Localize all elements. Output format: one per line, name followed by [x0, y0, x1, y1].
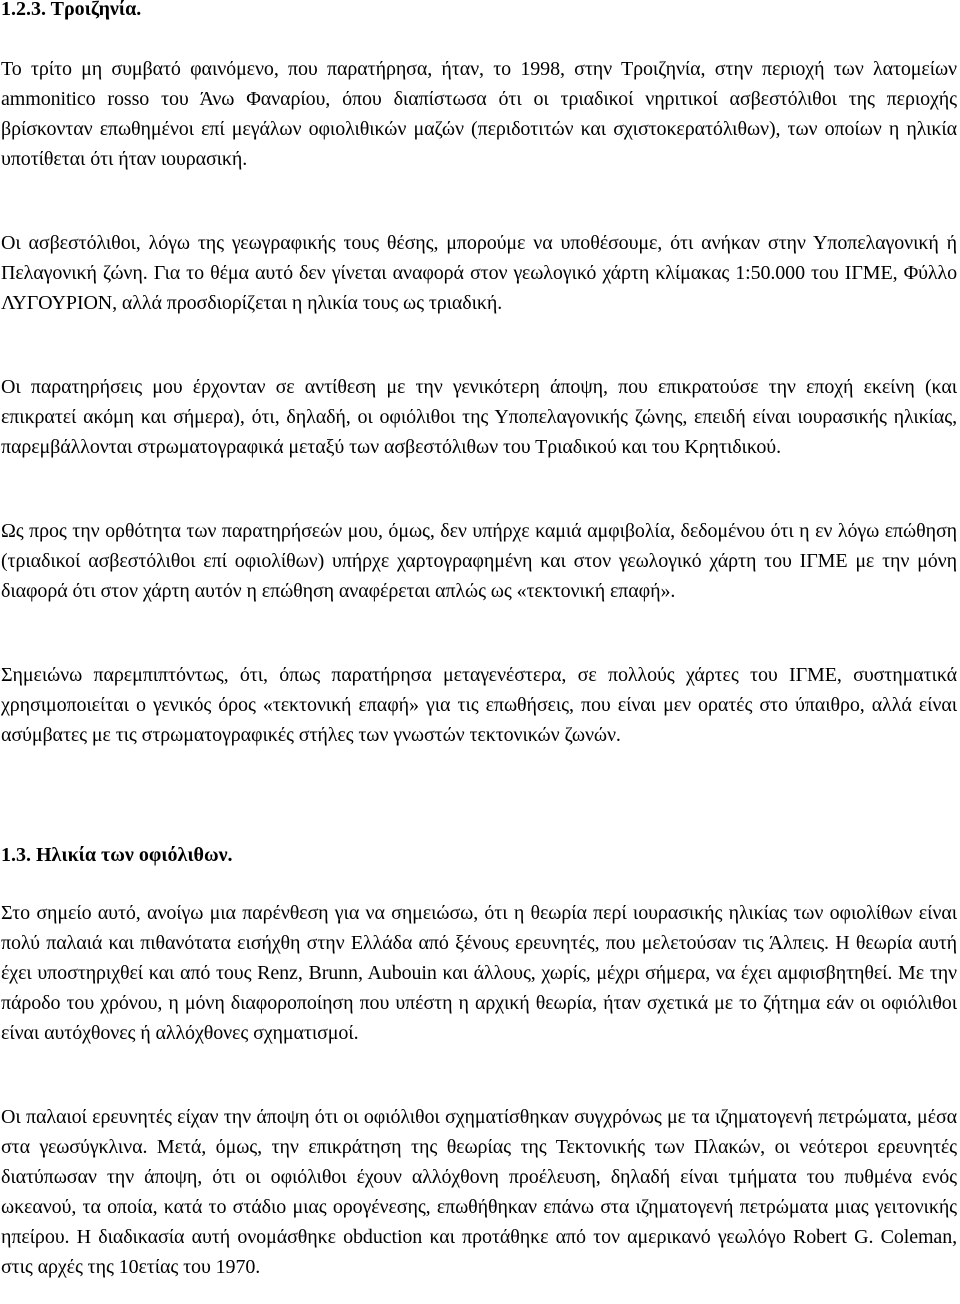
paragraph-correctness: Ως προς την ορθότητα των παρατηρήσεών μου, όμως, δεν υπήρχε καμιά αμφιβολία, δεδομένου ότι η εν λόγω επώθηση (τριαδικοί ασβεστόλιθοι επί οφιολίθων) υπήρχε χαρτογραφημένη και στον γεωλογικό χάρτη του ΙΓΜΕ με την μόνη διαφορά ότι στον χάρτη αυτόν η επώθηση αναφέρεται απλώς ως «τεκτονική επαφή».	[1, 520, 957, 602]
paragraph-jurassic-theory: Στο σημείο αυτό, ανοίγω μια παρένθεση για να σημειώσω, ότι η θεωρία περί ιουρασικής ηλικίας των οφιολίθων είναι πολύ παλαιά και πιθανότατα εισήχθη στην Ελλάδα από ξένους ερευνητές, που μελετούσαν τις Άλπεις. Η θεωρία αυτή έχει υποστηριχθεί και από τους Renz, Brunn, Aubouin και άλλους, χωρίς, μέχρι σήμερα, να έχει αμφισβητηθεί. Με την πάροδο του χρόνου, η μόνη διαφοροποίηση που υπέστη η αρχική θεωρία, ήταν σχετικά με το ζήτημα εάν οι οφιόλιθοι είναι αυτόχθονες ή αλλόχθονες σχηματισμοί.	[1, 902, 957, 1044]
section-heading-1-3: 1.3. Ηλικία των οφιόλιθων.	[1, 844, 233, 866]
paragraph-plate-tectonics: Οι παλαιοί ερευνητές είχαν την άποψη ότι οι οφιόλιθοι σχηματίσθηκαν συγχρόνως με τα ιζηματογενή πετρώματα, μέσα στα γεωσύγκλινα. Μετά, όμως, την επικράτηση της θεωρίας της Τεκτονικής των Πλακών, οι νεότεροι ερευνητές διατύπωσαν την άποψη, ότι οι οφιόλιθοι έχουν αλλόχθονη προέλευση, δηλαδή είναι τμήματα του πυθμένα ενός ωκεανού, τα οποία, κατά το στάδιο μιας ορογένεσης, επωθήθηκαν επάνω στα ιζηματογενή πετρώματα μιας γειτονικής ηπείρου. Η διαδικασία αυτή ονομάσθηκε obduction και προτάθηκε από τον αμερικανό γεωλόγο Robert G. Coleman, στις αρχές της 10ετίας του 1970.	[1, 1106, 957, 1278]
paragraph-igme-maps-note: Σημειώνω παρεμπιπτόντως, ότι, όπως παρατήρησα μεταγενέστερα, σε πολλούς χάρτες του ΙΓΜΕ, συστηματικά χρησιμοποιείται ο γενικός όρος «τεκτονική επαφή» για τις επωθήσεις, που είναι μεν ορατές στο ύπαιθρο, αλλά είναι ασύμβατες με τις στρωματογραφικές στήλες των γνωστών τεκτονικών ζωνών.	[1, 664, 957, 746]
paragraph-contradiction: Οι παρατηρήσεις μου έρχονταν σε αντίθεση με την γενικότερη άποψη, που επικρατούσε την εποχή εκείνη (και επικρατεί ακόμη και σήμερα), ότι, δηλαδή, οι οφιόλιθοι της Υποπελαγονικής ζώνης, επειδή είναι ιουρασικής ηλικίας, παρεμβάλλονται στρωματογραφικά μεταξύ των ασβεστόλιθων του Τριαδικού και του Κρητιδικού.	[1, 376, 957, 458]
paragraph-limestone-zone: Οι ασβεστόλιθοι, λόγω της γεωγραφικής τους θέσης, μπορούμε να υποθέσουμε, ότι ανήκαν στην Υποπελαγονική ή Πελαγονική ζώνη. Για το θέμα αυτό δεν γίνεται αναφορά στον γεωλογικό χάρτη κλίμακας 1:50.000 του ΙΓΜΕ, Φύλλο ΛΥΓΟΥΡΙΟΝ, αλλά προσδιορίζεται η ηλικία τους ως τριαδική.	[1, 232, 957, 314]
section-heading-1-2-3: 1.2.3. Τροιζηνία.	[1, 0, 142, 20]
paragraph-troizinia-observation: Το τρίτο μη συμβατό φαινόμενο, που παρατήρησα, ήταν, το 1998, στην Τροιζηνία, στην περιοχή των λατομείων ammonitico rosso του Άνω Φαναρίου, όπου διαπίστωσα ότι οι τριαδικοί νηριτικοί ασβεστόλιθοι της περιοχής βρίσκονταν επωθημένοι επί μεγάλων οφιολιθικών μαζών (περιδοτιτών και σχιστοκερατόλιθων), των οποίων η ηλικία υποτίθεται ότι ήταν ιουρασική.	[1, 58, 957, 170]
